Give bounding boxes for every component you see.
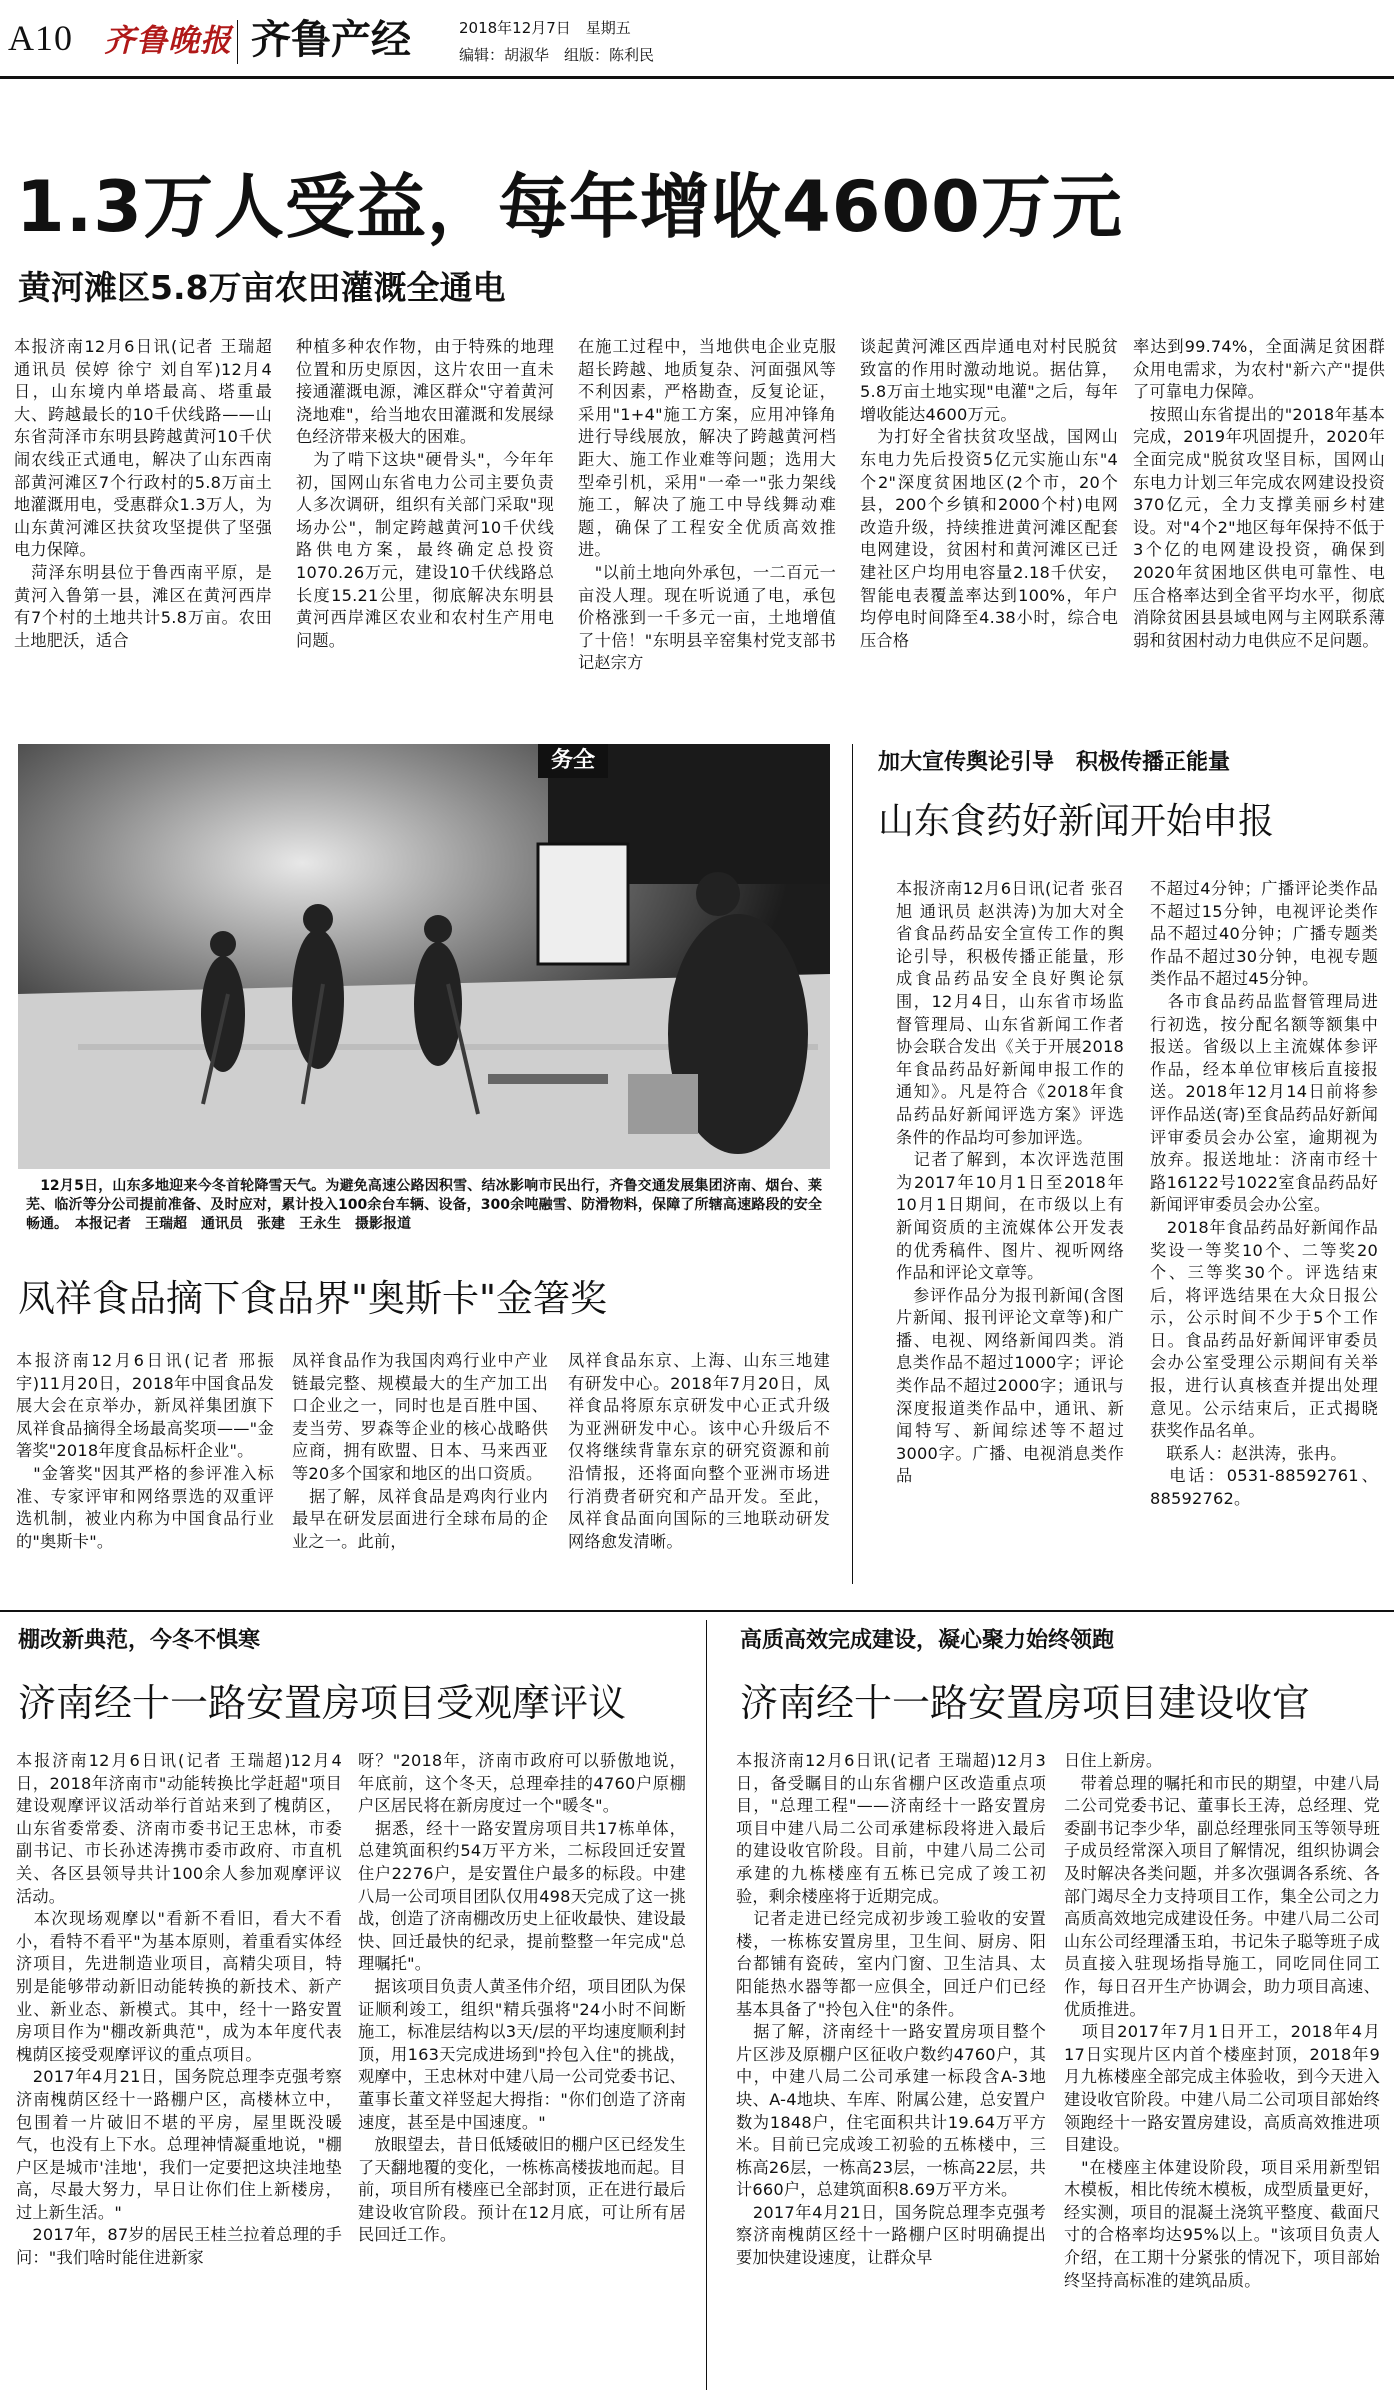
shantytown-column-2: 呀？"2018年，济南市政府可以骄傲地说，年底前，这个冬天，总理牵挂的4760户原棚户区居民将在新房度过一个"暖冬"。 据悉，经十一路安置房项目共17栋单体，总建筑面积约54万平方米，二标段回迁安置住户2276户，是安置住户最多的标段。中建八局一公司项目团队仅用498天完成了这一挑战，创造了济南棚改历史上征收最快、建设最快、回迁最快的纪录，提前整整一年完成"总理嘱托"。 据该项目负责人黄圣伟介绍，项目团队为保证顺利竣工，组织"精兵强将"24小时不间断施工，标准层结构以3天/层的平均速度顺利封顶，用163天完成进场到"拎包入住"的挑战，观摩中，王忠林对中建八局一公司党委书记、董事长董文祥竖起大拇指："你们创造了济南速度，甚至是中国速度。" 放眼望去，昔日低矮破旧的棚户区已经发生了天翻地覆的变化，一栋栋高楼拔地而起。目前，项目所有楼座已全部封顶，正在进行最后建设收官阶段。预计在12月底，可让所有居民回迁工作。 [358,1751,686,2245]
page-number: A10 [8,18,73,58]
lead-headline: 1.3万人受益，每年增收4600万元 [16,166,1123,248]
header-rule [0,76,1394,79]
photo-caption: 12月5日，山东多地迎来今冬首轮降雪天气。为避免高速公路因积雪、结冰影响市民出行，齐鲁交通发展集团济南、烟台、莱芜、临沂等分公司提前准备、及时应对，累计投入100余台车辆、设备，300余吨融雪、防滑物料，保障了所辖高速路段的安全畅通。 本报记者 王瑞超 通讯员 张建 王永生 摄影报道 [26,1178,822,1232]
fengxiang-headline: 凤祥食品摘下食品界"奥斯卡"金箸奖 [18,1277,608,1320]
column-divider-food [852,744,853,1584]
fengxiang-column-1: 本报济南12月6日讯(记者 邢振宇)11月20日，2018年中国食品发展大会在京举办，新凤祥集团旗下凤祥食品摘得全场最高奖项——"金箸奖"2018年度食品标杆企业"。 "金箸奖"因其严格的参评准入标准、专家评审和网络票选的双重评选机制，被业内称为中国食品行业的"奥斯卡"。 [16,1351,274,1551]
lead-subhead: 黄河滩区5.8万亩农田灌溉全通电 [18,268,506,307]
food-headline: 山东食药好新闻开始申报 [878,801,1275,842]
photo-sign: 务全 [538,744,608,778]
masthead-logo: 齐鲁晚报 [104,23,232,59]
header-editors: 编辑：胡淑华 组版：陈利民 [459,46,655,64]
fengxiang-column-3: 凤祥食品东京、上海、山东三地建有研发中心。2018年7月20日，凤祥食品将原东京研发中心正式升级为亚洲研发中心。该中心升级后不仅将继续背靠东京的研究资源和前沿情报，还将面向整个亚洲市场进行消费者研究和产品开发。至此，凤祥食品面向国际的三地联动研发网络愈发清晰。 [568,1351,830,1551]
lead-column-4: 谈起黄河滩区西岸通电对村民脱贫致富的作用时激动地说。据估算，5.8万亩土地实现"电灌"之后，每年增收能达4600万元。 为打好全省扶贫攻坚战，国网山东电力先后投资5亿元实施山东"4个2"深度贫困地区(2个市，20个县，200个乡镇和2000个村)电网改造升级，持续推进黄河滩区配套电网建设，贫困村和黄河滩区已迁建社区户均用电容量2.18千伏安，智能电表覆盖率达到100%，年户均停电时间降至4.38小时，综合电压合格 [860,337,1118,650]
food-column-2: 不超过4分钟；广播评论类作品不超过15分钟，电视评论类作品不超过40分钟；广播专题类作品不超过30分钟，电视专题类作品不超过45分钟。 各市食品药品监督管理局进行初选，按分配名额等额集中报送。省级以上主流媒体参评作品，经本单位审核后直接报送。2018年12月14日前将参评作品送(寄)至食品药品好新闻评审委员会办公室，逾期视为放弃。报送地址：济南市经十路16122号1022室食品药品好新闻评审委员会办公室。 2018年食品药品好新闻作品奖设一等奖10个、二等奖20个、三等奖30个。评选结束后，将评选结果在大众日报公示，公示时间不少于5个工作日。食品药品好新闻评审委员会办公室受理公示期间有关举报，进行认真核查并提出处理意见。公示结束后，正式揭晓获奖作品名单。 联系人：赵洪涛，张冉。 电话：0531-88592761、88592762。 [1150,879,1378,1509]
completion-column-1: 本报济南12月6日讯(记者 王瑞超)12月3日，备受瞩目的山东省棚户区改造重点项目，"总理工程"——济南经十一路安置房项目中建八局二公司承建标段将进入最后的建设收官阶段。目前，中建八局二公司承建的九栋楼座有五栋已完成了竣工初验，剩余楼座将于近期完成。 记者走进已经完成初步竣工验收的安置楼，一栋栋安置房里，卫生间、厨房、阳台都铺有瓷砖，室内门窗、卫生洁具、太阳能热水器等都一应俱全，回迁户们已经基本具备了"拎包入住"的条件。 据了解，济南经十一路安置房项目整个片区涉及原棚户区征收户数约4760户，其中，中建八局二公司承建一标段含A-3地块、A-4地块、车库、附属公建，总安置户数为1848户，住宅面积共计19.64万平方米。目前已完成竣工初验的五栋楼中，三栋高26层，一栋高23层，一栋高22层，共计660户，总建筑面积8.69万平方米。 2017年4月21日，国务院总理李克强考察济南槐荫区经十一路棚户区时明确提出要加快建设速度，让群众早 [736,1751,1046,2268]
section-rule-lower [0,1610,1394,1612]
completion-headline: 济南经十一路安置房项目建设收官 [740,1681,1311,1725]
news-photo-snow-sweeping [18,744,830,1169]
shantytown-column-1: 本报济南12月6日讯(记者 王瑞超)12月4日，2018年济南市"动能转换比学赶超"项目建设观摩评议活动举行首站来到了槐荫区，山东省委常委、济南市委书记王忠林，市委副书记、市长孙述涛携市委市政府、市直机关、各区县领导共计100余人参加观摩评议活动。 本次现场观摩以"看新不看旧，看大不看小，看特不看平"为基本原则，着重看实体经济项目，先进制造业项目，高精尖项目，特别是能够带动新旧动能转换的新技术、新产业、新业态、新模式。其中，经十一路安置房项目作为"棚改新典范"，成为本年度代表槐荫区接受观摩评议的重点项目。 2017年4月21日，国务院总理李克强考察济南槐荫区经十一路棚户区，高楼林立中，包围着一片破旧不堪的平房，屋里既没暖气，也没有上下水。总理神情凝重地说，"棚户区是城市'洼地'，我们一定要把这块洼地垫高，尽最大努力，早日让你们住上新楼房，过上新生活。" 2017年，87岁的居民王桂兰拉着总理的手问："我们啥时能住进新家 [16,1751,342,2268]
food-kicker: 加大宣传舆论引导 积极传播正能量 [878,750,1231,775]
food-column-1: 本报济南12月6日讯(记者 张召旭 通讯员 赵洪涛)为加大对全省食品药品安全宣传工作的舆论引导，积极传播正能量，形成食品药品安全良好舆论氛围，12月4日，山东省市场监督管理局、山东省新闻工作者协会联合发出《关于开展2018年食品药品好新闻申报工作的通知》。凡是符合《2018年食品药品好新闻评选方案》评选条件的作品均可参加评选。 记者了解到，本次评选范围为2017年10月1日至2018年10月1日期间，在市级以上有新闻资质的主流媒体公开发表的优秀稿件、图片、视听网络作品和评论文章等。 参评作品分为报刊新闻(含图片新闻、报刊评论文章等)和广播、电视、网络新闻四类。消息类作品不超过1000字；评论类作品不超过2000字；通讯与深度报道类作品中，通讯、新闻特写、新闻综述等不超过3000字。广播、电视消息类作品 [896,879,1124,1486]
lead-column-2: 种植多种农作物，由于特殊的地理位置和历史原因，这片农田一直未接通灌溉电源，滩区群众"守着黄河浇地难"，给当地农田灌溉和发展绿色经济带来极大的困难。 为了啃下这块"硬骨头"，今年年初，国网山东省电力公司主要负责人多次调研，组织有关部门采取"现场办公"，制定跨越黄河10千伏线路供电方案，最终确定总投资1070.26万元，建设10千伏线路总长度15.21公里，彻底解决东明县黄河西岸滩区农业和农村生产用电问题。 [296,337,554,650]
photo-illustration [18,744,830,1169]
fengxiang-column-2: 凤祥食品作为我国肉鸡行业中产业链最完整、规模最大的生产加工出口企业之一，同时也是百胜中国、麦当劳、罗森等企业的核心战略供应商，拥有欧盟、日本、马来西亚等20多个国家和地区的出口资质。 据了解，凤祥食品是鸡肉行业内最早在研发层面进行全球布局的企业之一。此前， [292,1351,548,1551]
lead-column-3: 在施工过程中，当地供电企业克服超长跨越、地质复杂、河面强风等不利因素，严格勘查，反复论证，采用"1+4"施工方案，应用冲锋角进行导线展放，解决了跨越黄河档距大、施工作业难等问题；选用大型牵引机，采用"一牵一"张力架线施工，解决了施工中导线舞动难题，确保了工程安全优质高效推进。 "以前土地向外承包，一二百元一亩没人理。现在听说通了电，承包价格涨到一千多元一亩，土地增值了十倍！"东明县辛窑集村党支部书记赵宗方 [578,337,836,673]
header-divider [237,20,238,64]
completion-column-2: 日住上新房。 带着总理的嘱托和市民的期望，中建八局二公司党委书记、董事长王涛，总经理、党委副书记李少华，副总经理张同玉等领导班子成员经常深入项目了解情况，组织协调会及时解决各类问题，并多次强调各系统、各部门竭尽全力支持项目工作，集全公司之力高质高效地完成建设任务。中建八局二公司山东公司经理潘玉珀，书记朱子聪等班子成员直接入驻现场指导施工，同吃同住同工作，每日召开生产协调会，助力项目高速、优质推进。 项目2017年7月1日开工，2018年4月17日实现片区内首个楼座封顶，2018年9月九栋楼座全部完成主体验收，到今天进入建设收官阶段。中建八局二公司项目部始终领跑经十一路安置房建设，高质高效推进项目建设。 "在楼座主体建设阶段，项目采用新型铝木模板，相比传统木模板，成型质量更好，经实测，项目的混凝土浇筑平整度、截面尺寸的合格率均达95%以上。"该项目负责人介绍，在工期十分紧张的情况下，项目部始终坚持高标准的建筑品质。 [1064,1751,1380,2290]
column-divider-lower [706,1620,707,2390]
completion-kicker: 高质高效完成建设，凝心聚力始终领跑 [740,1628,1115,1653]
shantytown-headline: 济南经十一路安置房项目受观摩评议 [18,1681,627,1725]
lead-column-5: 率达到99.74%，全面满足贫困群众用电需求，为农村"新六产"提供了可靠电力保障。 按照山东省提出的"2018年基本完成，2019年巩固提升，2020年全面完成"脱贫攻坚目标，国网山东电力计划三年完成农网建设投资370亿元，全力支撑美丽乡村建设。对"4个2"地区每年保持不低于3个亿的电网建设投资，确保到2020年贫困地区供电可靠性、电压合格率达到全省平均水平，彻底消除贫困县县域电网与主网联系薄弱和贫困村动力电供应不足问题。 [1133,337,1385,650]
lead-column-1: 本报济南12月6日讯(记者 王瑞超 通讯员 侯婷 徐宁 刘自军)12月4日，山东境内单塔最高、塔重最大、跨越最长的10千伏线路——山东省菏泽市东明县跨越黄河10千伏闹农线正式通电，解决了山东西南部黄河滩区7个行政村的5.8万亩土地灌溉用电，受惠群众1.3万人，为山东黄河滩区扶贫攻坚提供了坚强电力保障。 菏泽东明县位于鲁西南平原，是黄河入鲁第一县，滩区在黄河西岸有7个村的土地共计5.8万亩。农田土地肥沃，适合 [14,337,272,650]
header-date: 2018年12月7日 星期五 [459,19,631,37]
shantytown-kicker: 棚改新典范，今冬不惧寒 [18,1628,261,1653]
section-title: 齐鲁产经 [251,17,411,63]
